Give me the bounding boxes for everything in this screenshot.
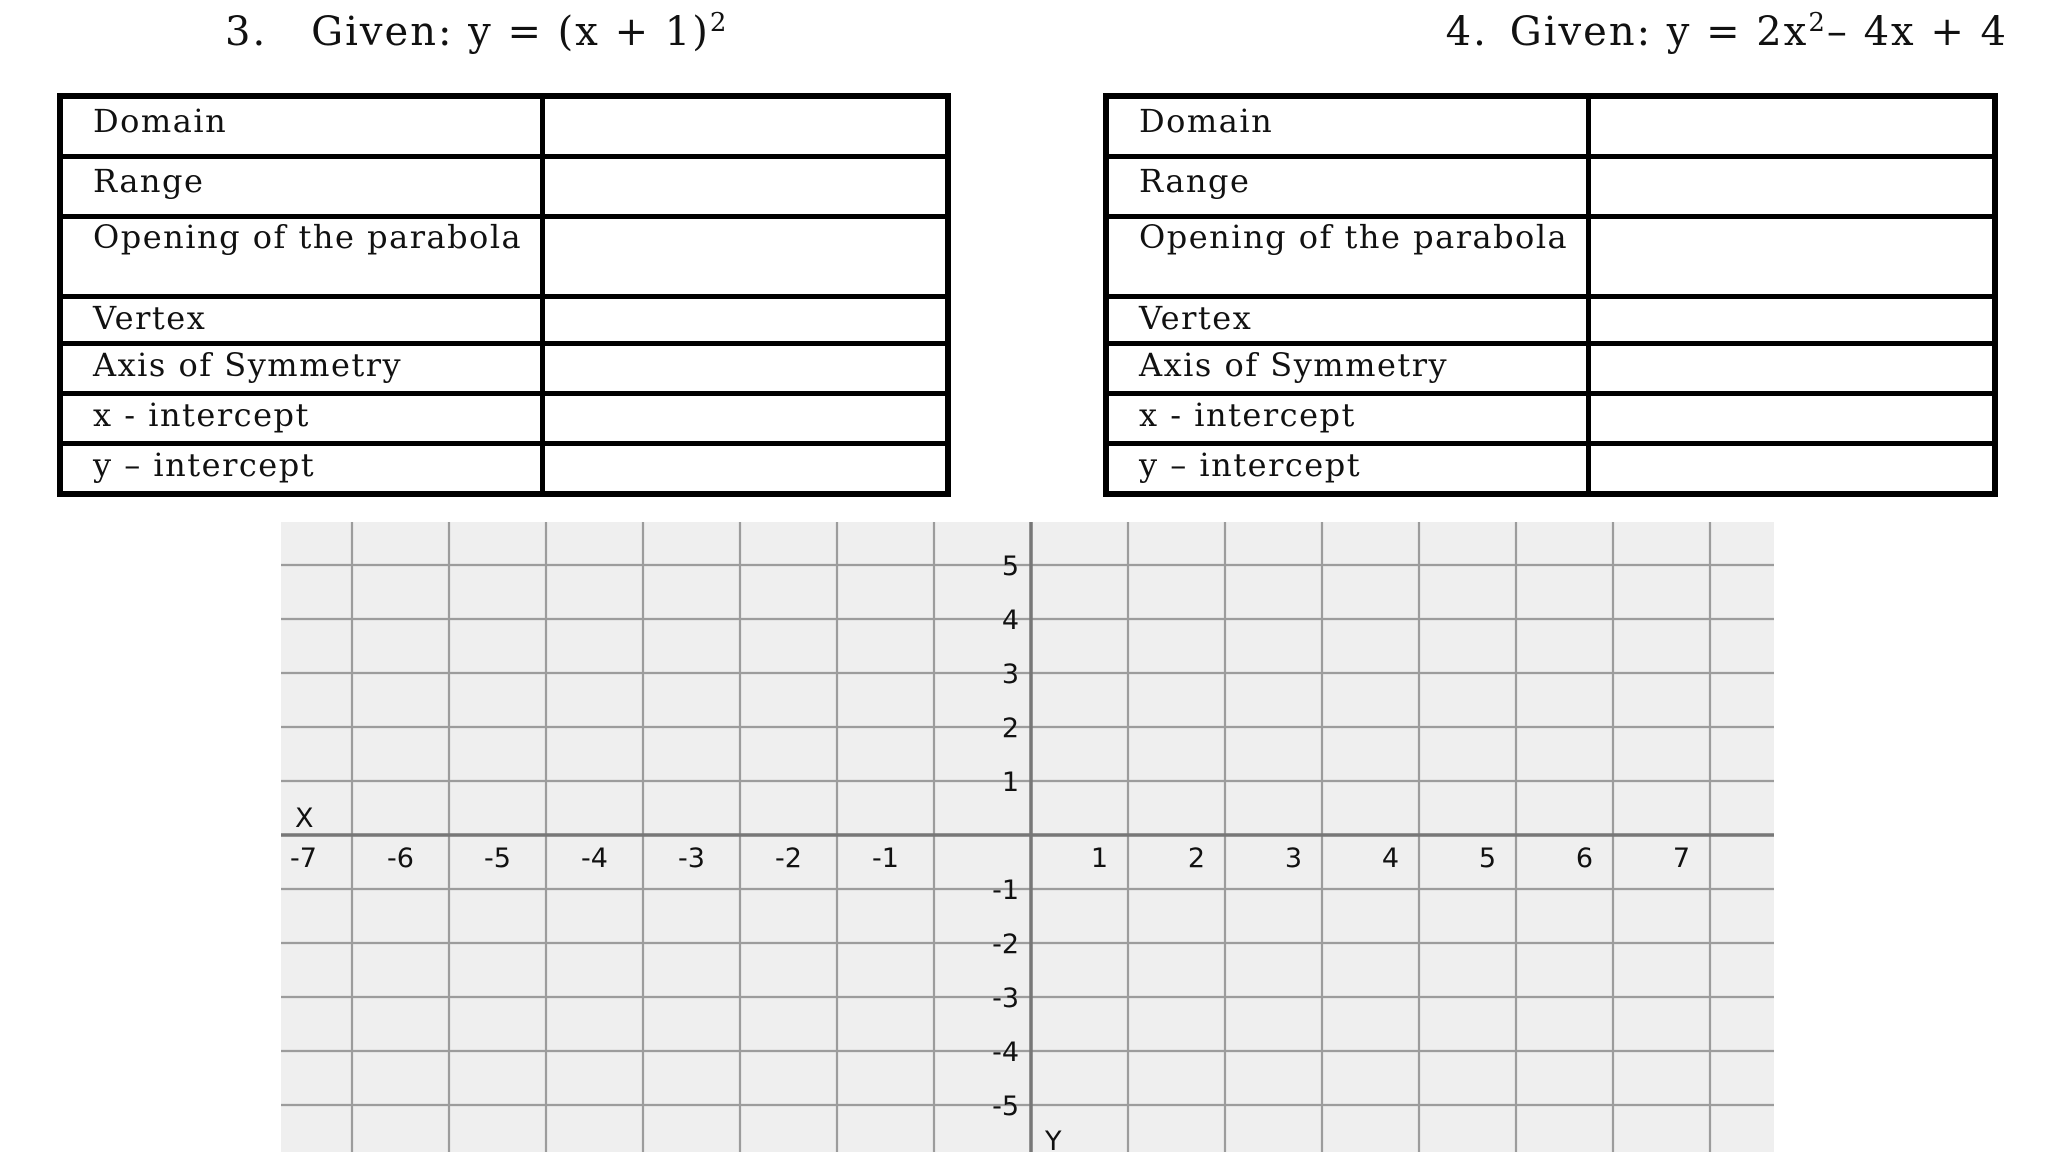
table-row xyxy=(1106,96,1995,157)
x-tick-label: 2 xyxy=(1187,843,1206,874)
problem-3-title xyxy=(225,8,728,56)
table-row xyxy=(60,444,948,495)
problem-3-equation: Given: y = (x + 1) xyxy=(311,9,710,55)
x-tick-label: -4 xyxy=(581,843,608,874)
row-label-axis-of-symmetry: Axis of Symmetry xyxy=(60,344,542,394)
x-tick-label: -7 xyxy=(290,843,317,874)
row-label-x-intercept: x - intercept xyxy=(1106,394,1588,444)
problem-4-number: 4. xyxy=(1445,9,1488,55)
table-row xyxy=(60,297,948,344)
table-row xyxy=(60,217,948,297)
x-tick-label: 1 xyxy=(1090,843,1109,874)
row-label-axis-of-symmetry: Axis of Symmetry xyxy=(1106,344,1588,394)
answer-cell-range[interactable] xyxy=(1588,157,1995,217)
row-label-range: Range xyxy=(60,157,542,217)
row-label-range: Range xyxy=(1106,157,1588,217)
y-tick-label: 2 xyxy=(1001,713,1019,744)
problem-3-table xyxy=(57,93,951,497)
x-tick-label: -5 xyxy=(484,843,511,874)
y-tick-label: -3 xyxy=(992,983,1019,1014)
y-tick-label: -2 xyxy=(992,929,1019,960)
answer-cell-y-intercept[interactable] xyxy=(542,444,948,495)
x-tick-label: 5 xyxy=(1478,843,1497,874)
x-tick-label: -2 xyxy=(775,843,802,874)
problem-4-equation-suffix: – 4x + 4 xyxy=(1826,9,2008,55)
x-tick-label: -1 xyxy=(872,843,899,874)
row-label-y-intercept: y – intercept xyxy=(60,444,542,495)
coordinate-grid[interactable] xyxy=(281,522,1774,1152)
row-label-x-intercept: x - intercept xyxy=(60,394,542,444)
problem-4-table xyxy=(1103,93,1998,497)
y-tick-label: -5 xyxy=(992,1091,1019,1122)
row-label-vertex: Vertex xyxy=(60,297,542,344)
table-row xyxy=(60,157,948,217)
x-tick-label: 3 xyxy=(1284,843,1303,874)
answer-cell-x-intercept[interactable] xyxy=(542,394,948,444)
answer-cell-domain[interactable] xyxy=(1588,96,1995,157)
answer-cell-x-intercept[interactable] xyxy=(1588,394,1995,444)
y-tick-label: 3 xyxy=(1001,659,1019,690)
y-tick-label: -4 xyxy=(992,1037,1019,1068)
answer-cell-vertex[interactable] xyxy=(1588,297,1995,344)
answer-cell-opening[interactable] xyxy=(1588,217,1995,297)
problem-4-title xyxy=(1446,8,2008,56)
y-axis-name: Y xyxy=(1045,1126,1062,1152)
table-row xyxy=(1106,394,1995,444)
x-axis-name: X xyxy=(295,803,314,834)
answer-cell-axis-of-symmetry[interactable] xyxy=(542,344,948,394)
coordinate-plane[interactable] xyxy=(281,522,1774,1152)
y-tick-label: 4 xyxy=(1001,605,1019,636)
x-tick-label: 7 xyxy=(1672,843,1691,874)
answer-cell-opening[interactable] xyxy=(542,217,948,297)
grid-background xyxy=(281,522,1774,1152)
y-tick-label: -1 xyxy=(992,875,1019,906)
table-row xyxy=(60,344,948,394)
x-tick-label: -6 xyxy=(387,843,414,874)
answer-cell-axis-of-symmetry[interactable] xyxy=(1588,344,1995,394)
table-row xyxy=(1106,444,1995,495)
table-row xyxy=(1106,157,1995,217)
problem-4-exponent: 2 xyxy=(1808,8,1827,38)
table-row xyxy=(60,394,948,444)
table-row xyxy=(1106,297,1995,344)
table-row xyxy=(1106,344,1995,394)
y-tick-label: 5 xyxy=(1001,551,1019,582)
row-label-domain: Domain xyxy=(1106,96,1588,157)
answer-cell-domain[interactable] xyxy=(542,96,948,157)
row-label-domain: Domain xyxy=(60,96,542,157)
x-tick-label: 6 xyxy=(1575,843,1594,874)
answer-cell-vertex[interactable] xyxy=(542,297,948,344)
answer-cell-y-intercept[interactable] xyxy=(1588,444,1995,495)
row-label-opening: Opening of the parabola xyxy=(1106,217,1588,297)
row-label-vertex: Vertex xyxy=(1106,297,1588,344)
table-row xyxy=(1106,217,1995,297)
row-label-opening: Opening of the parabola xyxy=(60,217,542,297)
table-row xyxy=(60,96,948,157)
answer-cell-range[interactable] xyxy=(542,157,948,217)
x-tick-label: -3 xyxy=(678,843,705,874)
row-label-y-intercept: y – intercept xyxy=(1106,444,1588,495)
x-tick-label: 4 xyxy=(1381,843,1400,874)
problem-3-number: 3. xyxy=(225,9,268,55)
problem-3-exponent: 2 xyxy=(709,8,729,38)
y-tick-label: 1 xyxy=(1001,767,1019,798)
problem-4-equation: Given: y = 2x xyxy=(1509,9,1809,55)
